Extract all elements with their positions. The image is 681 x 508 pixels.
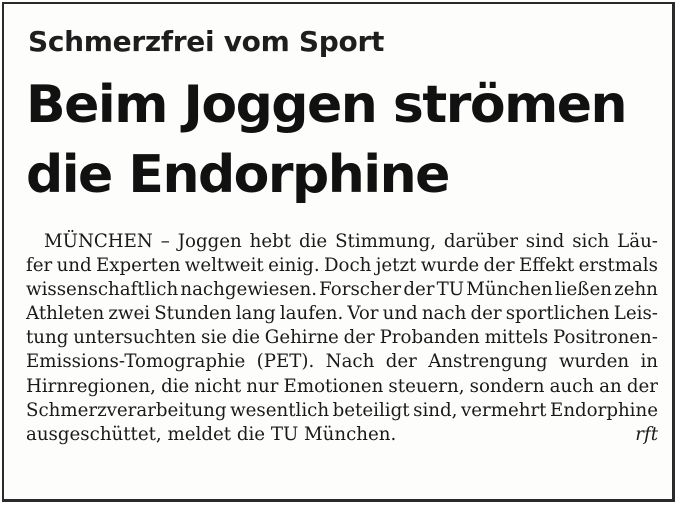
body-word: hebt [249, 231, 292, 252]
body-word: MÜNCHEN [44, 231, 153, 252]
body-word: darüber [443, 231, 518, 252]
body-word: Athleten [26, 303, 105, 325]
body-word: weltweit [184, 255, 264, 277]
body-word: die [298, 231, 328, 252]
body-word: – [160, 231, 170, 252]
body-word: Emissions-Tomographie [26, 351, 246, 373]
body-word: sie [200, 327, 227, 349]
article-body [26, 230, 658, 447]
body-word: wurden [558, 351, 630, 373]
body-word: nachgewiesen. [180, 279, 317, 301]
body-line [26, 350, 658, 374]
newspaper-clipping [2, 2, 675, 502]
body-word: Stimmung, [335, 231, 437, 252]
body-word: die [231, 327, 260, 349]
body-word: (PET). [256, 351, 315, 373]
body-word: nur [246, 375, 279, 397]
author-signature: rft [635, 423, 658, 445]
headline-line: Beim Joggen strömen [26, 75, 627, 135]
body-word: auch [549, 375, 595, 397]
body-word: ließen [554, 279, 612, 301]
body-word: in [640, 351, 658, 373]
body-word: Nach [325, 351, 375, 373]
body-line [26, 278, 658, 302]
body-line [26, 399, 658, 423]
body-word: Endorphine [550, 399, 658, 421]
body-word: fer [26, 255, 53, 277]
body-word: Gehirne [264, 327, 339, 349]
body-word: Effekt [518, 255, 575, 277]
body-word: zehn [614, 279, 658, 301]
body-word: Schmerzverarbeitung [26, 399, 227, 421]
body-line [26, 254, 658, 278]
body-word: Emotionen [283, 375, 384, 397]
body-line [26, 375, 658, 399]
article-kicker: Schmerzfrei vom Sport [28, 25, 385, 58]
body-word: nach [421, 303, 467, 325]
body-word: Hirnregionen, [26, 375, 156, 397]
body-word: Leis- [613, 303, 658, 325]
body-word: München [466, 279, 553, 301]
body-word: tung [26, 327, 69, 349]
body-word: nicht [194, 375, 242, 397]
body-word: wurde [420, 255, 480, 277]
body-word: und [382, 303, 418, 325]
headline-line: die Endorphine [26, 145, 449, 205]
body-word: die [161, 375, 190, 397]
body-word: Experten [96, 255, 181, 277]
article-headline [26, 70, 626, 210]
body-word: sondern [469, 375, 545, 397]
body-word: wissenschaftlich [26, 279, 179, 301]
body-word: sich [572, 231, 610, 252]
body-word: Positronen- [553, 327, 658, 349]
body-word: der [403, 279, 435, 301]
body-word: sind [525, 231, 565, 252]
body-line [26, 230, 658, 254]
body-word: Anstrengung [428, 351, 548, 373]
body-word: Läu- [617, 231, 658, 252]
body-word: der [343, 327, 375, 349]
body-word: Doch [323, 255, 372, 277]
body-word: untersuchten [73, 327, 197, 349]
body-line-text: ausgeschüttet, meldet die TU München. [26, 423, 397, 445]
body-word: jetzt [375, 255, 417, 277]
body-word: vermehrt [461, 399, 547, 421]
body-word: beteiligt [332, 399, 410, 421]
body-line [26, 326, 658, 350]
body-word: Forscher [319, 279, 402, 301]
body-word: der [626, 375, 658, 397]
body-word: Stunden [154, 303, 232, 325]
body-word: steuern, [388, 375, 465, 397]
body-word: Joggen [177, 231, 242, 252]
body-word: lang [235, 303, 276, 325]
body-word: sportlichen [505, 303, 610, 325]
body-word: Vor [347, 303, 379, 325]
body-word: mittels [484, 327, 549, 349]
body-word: erstmals [578, 255, 658, 277]
body-word: der [385, 351, 417, 373]
body-word: zwei [108, 303, 151, 325]
body-line-final [26, 423, 658, 447]
body-word: wesentlich [230, 399, 330, 421]
body-line [26, 302, 658, 326]
body-word: einig. [268, 255, 320, 277]
body-word: sind, [413, 399, 458, 421]
body-word: TU [436, 279, 465, 301]
body-word: der [470, 303, 502, 325]
body-word: und [56, 255, 92, 277]
body-word: der [483, 255, 515, 277]
body-word: laufen. [279, 303, 344, 325]
body-word: Probanden [379, 327, 480, 349]
body-word: an [599, 375, 622, 397]
